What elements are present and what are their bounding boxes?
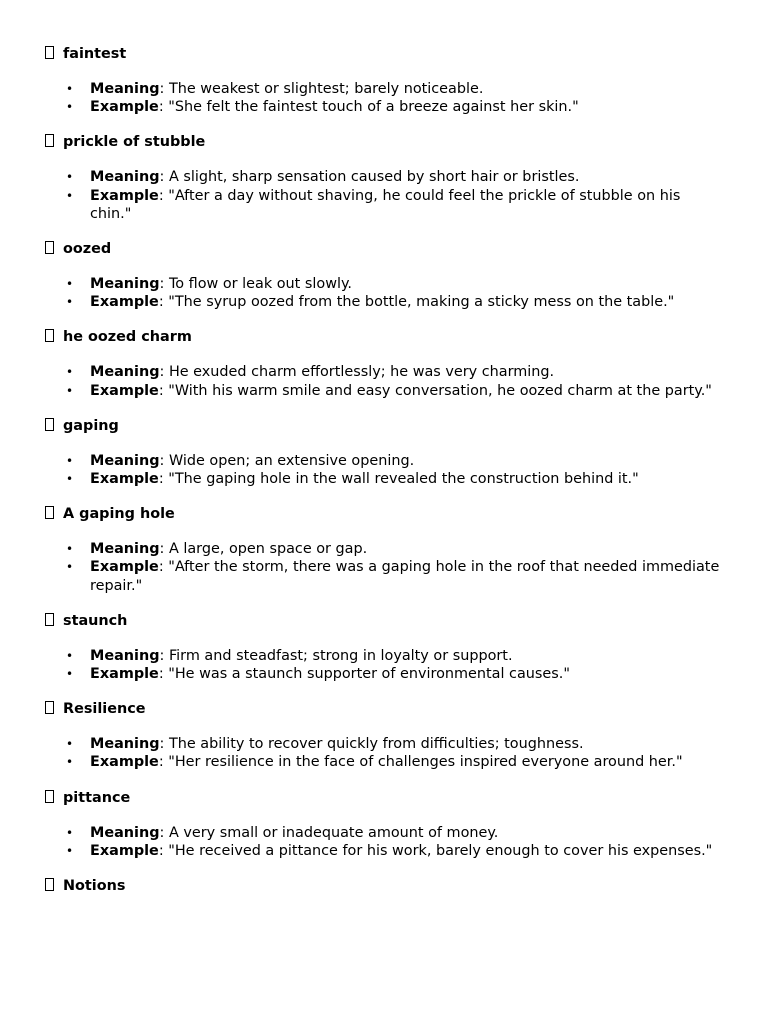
vocab-term: pittance — [63, 789, 131, 806]
meaning-item — [45, 80, 725, 98]
meaning-item — [45, 647, 725, 665]
bullet-dot-icon: • — [66, 82, 74, 96]
missing-glyph-box-icon — [45, 878, 54, 891]
definition-list — [45, 168, 725, 223]
example-item — [45, 187, 725, 223]
meaning-label: Meaning — [90, 452, 160, 469]
example-label: Example — [90, 382, 159, 399]
definition-list — [45, 452, 725, 488]
bullet-dot-icon: • — [66, 755, 74, 770]
bullet-dot-icon: • — [66, 170, 74, 185]
example-item — [45, 293, 725, 311]
vocab-term: gaping — [63, 417, 119, 434]
meaning-item — [45, 275, 725, 293]
example-item — [45, 842, 725, 860]
example-item — [45, 665, 725, 683]
vocab-term-heading — [45, 611, 725, 631]
vocab-term: faintest — [63, 46, 127, 62]
vocab-entry — [45, 876, 725, 896]
bullet-dot-icon: • — [66, 383, 74, 398]
example-label: Example — [90, 99, 159, 116]
vocab-term-heading — [45, 132, 725, 152]
example-text: : "With his warm smile and easy conversation, he oozed charm at the party." — [158, 382, 712, 399]
vocab-entry — [45, 327, 725, 399]
vocab-term-heading — [45, 44, 725, 64]
meaning-label: Meaning — [90, 541, 160, 558]
bullet-dot-icon: • — [66, 737, 74, 752]
example-text: : "He received a pittance for his work, barely enough to cover his expenses." — [158, 842, 713, 859]
meaning-item — [45, 540, 725, 558]
meaning-text: : A very small or inadequate amount of money. — [159, 824, 499, 841]
definition-list — [45, 363, 725, 399]
example-item — [45, 753, 725, 771]
bullet-dot-icon: • — [66, 365, 74, 380]
example-item — [45, 382, 725, 400]
example-label: Example — [90, 294, 159, 311]
bullet-dot-icon: • — [66, 667, 74, 682]
meaning-text: : Firm and steadfast; strong in loyalty or support. — [159, 647, 513, 664]
vocab-term-heading — [45, 239, 725, 259]
bullet-dot-icon: • — [66, 542, 74, 557]
missing-glyph-box-icon — [45, 701, 54, 714]
meaning-label: Meaning — [90, 169, 160, 186]
vocab-term: he oozed charm — [63, 329, 192, 346]
example-item — [45, 470, 725, 488]
vocab-term-heading — [45, 504, 725, 524]
meaning-text: : A large, open space or gap. — [159, 541, 368, 558]
example-label: Example — [90, 471, 159, 488]
meaning-label: Meaning — [90, 647, 160, 664]
bullet-dot-icon: • — [66, 100, 74, 115]
vocab-entry — [45, 788, 725, 860]
meaning-label: Meaning — [90, 276, 160, 293]
example-text: : "He was a staunch supporter of environmental causes." — [158, 666, 570, 683]
vocab-entry — [45, 504, 725, 595]
meaning-item — [45, 363, 725, 381]
vocabulary-document — [45, 44, 725, 912]
example-label: Example — [90, 842, 159, 859]
example-label: Example — [90, 666, 159, 683]
example-text: : "After the storm, there was a gaping hole in the roof that needed immediate repair." — [90, 559, 720, 594]
meaning-text: : He exuded charm effortlessly; he was very charming. — [159, 364, 555, 381]
example-label: Example — [90, 559, 159, 576]
missing-glyph-box-icon — [45, 613, 54, 626]
bullet-dot-icon: • — [66, 277, 74, 292]
meaning-label: Meaning — [90, 364, 160, 381]
meaning-text: : The weakest or slightest; barely noticeable. — [159, 81, 484, 97]
vocab-term: Notions — [63, 878, 126, 895]
bullet-dot-icon: • — [66, 472, 74, 487]
bullet-dot-icon: • — [66, 188, 74, 203]
definition-list — [45, 80, 725, 116]
vocab-term: A gaping hole — [63, 506, 175, 523]
definition-list — [45, 540, 725, 595]
example-text: : "Her resilience in the face of challenges inspired everyone around her." — [158, 754, 683, 771]
meaning-text: : To flow or leak out slowly. — [159, 276, 352, 293]
example-label: Example — [90, 187, 159, 204]
bullet-dot-icon: • — [66, 453, 74, 468]
missing-glyph-box-icon — [45, 790, 54, 803]
example-text: : "After a day without shaving, he could feel the prickle of stubble on his chin." — [90, 187, 681, 222]
vocab-term: staunch — [63, 612, 128, 629]
meaning-item — [45, 168, 725, 186]
vocab-term: prickle of stubble — [63, 134, 206, 151]
meaning-item — [45, 824, 725, 842]
meaning-item — [45, 735, 725, 753]
bullet-dot-icon: • — [66, 560, 74, 575]
example-text: : "She felt the faintest touch of a breeze against her skin." — [158, 99, 579, 116]
definition-list — [45, 275, 725, 311]
missing-glyph-box-icon — [45, 418, 54, 431]
vocab-term-heading — [45, 416, 725, 436]
missing-glyph-box-icon — [45, 46, 54, 59]
vocab-entry — [45, 611, 725, 683]
vocab-entry — [45, 699, 725, 771]
vocab-entry — [45, 44, 725, 116]
bullet-dot-icon: • — [66, 843, 74, 858]
meaning-text: : Wide open; an extensive opening. — [159, 452, 415, 469]
vocab-term-heading — [45, 699, 725, 719]
meaning-label: Meaning — [90, 81, 160, 97]
missing-glyph-box-icon — [45, 329, 54, 342]
missing-glyph-box-icon — [45, 134, 54, 147]
bullet-dot-icon: • — [66, 648, 74, 663]
meaning-item — [45, 452, 725, 470]
bullet-dot-icon: • — [66, 295, 74, 310]
missing-glyph-box-icon — [45, 506, 54, 519]
meaning-label: Meaning — [90, 824, 160, 841]
vocab-term-heading — [45, 327, 725, 347]
definition-list — [45, 824, 725, 860]
example-text: : "The gaping hole in the wall revealed the construction behind it." — [158, 471, 639, 488]
example-label: Example — [90, 754, 159, 771]
example-text: : "The syrup oozed from the bottle, making a sticky mess on the table." — [158, 294, 675, 311]
meaning-label: Meaning — [90, 736, 160, 753]
vocab-term-heading — [45, 788, 725, 808]
vocab-term: Resilience — [63, 701, 146, 718]
missing-glyph-box-icon — [45, 241, 54, 254]
vocab-term: oozed — [63, 241, 112, 258]
definition-list — [45, 735, 725, 771]
vocab-entry — [45, 132, 725, 223]
vocab-term-heading — [45, 876, 725, 896]
definition-list — [45, 647, 725, 683]
bullet-dot-icon: • — [66, 825, 74, 840]
vocab-entry — [45, 416, 725, 488]
vocab-entry — [45, 239, 725, 311]
example-item — [45, 98, 725, 116]
meaning-text: : The ability to recover quickly from difficulties; toughness. — [159, 736, 584, 753]
example-item — [45, 558, 725, 594]
meaning-text: : A slight, sharp sensation caused by short hair or bristles. — [159, 169, 580, 186]
